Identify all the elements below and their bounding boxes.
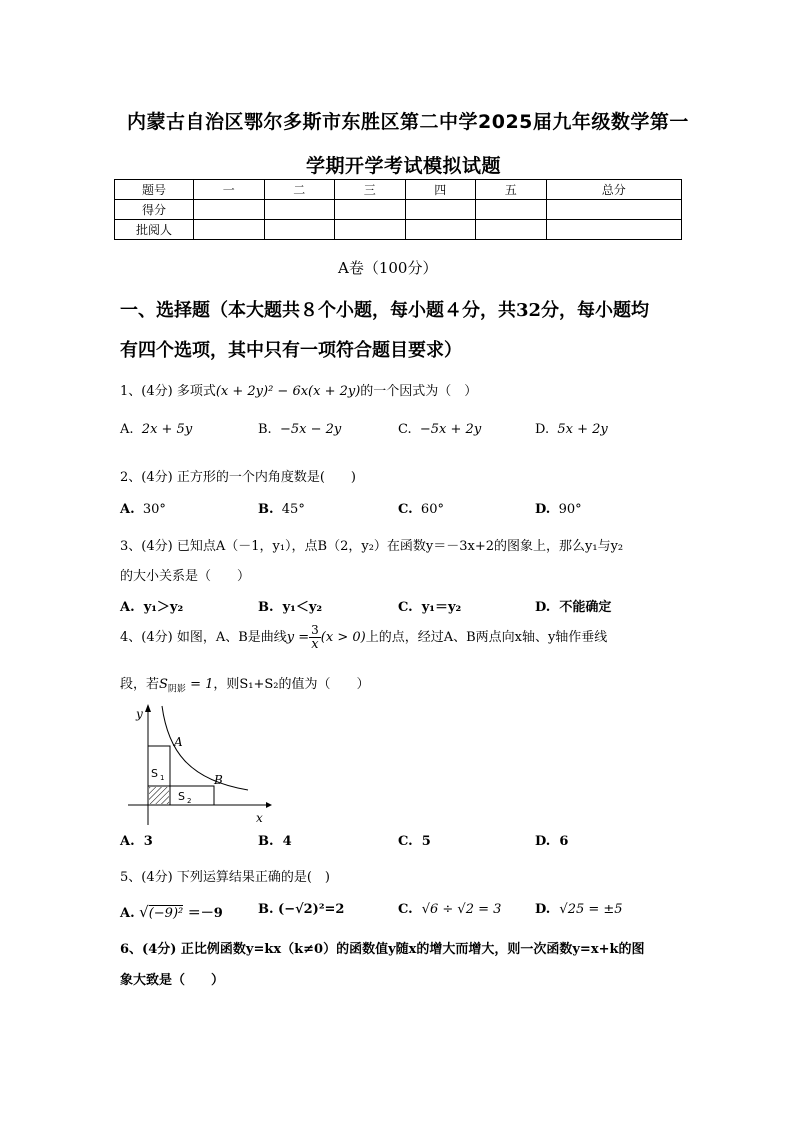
option-text: y₁＞y₂ <box>143 600 184 615</box>
score-cell[interactable] <box>405 200 476 220</box>
header-cell: 五 <box>476 180 547 200</box>
y-axis-arrow <box>145 704 151 712</box>
score-cell[interactable] <box>335 200 406 220</box>
q4-option-d[interactable] <box>535 834 568 849</box>
option-text: 2x + 5y <box>141 422 193 437</box>
volume-title: A卷（100分） <box>338 259 438 277</box>
question-4-suffix: 上的点，经过A、B两点向x轴、y轴作垂线 <box>365 630 608 645</box>
q2-option-a[interactable] <box>120 502 166 517</box>
header-cell: 四 <box>405 180 476 200</box>
header-cell: 总分 <box>546 180 682 200</box>
header-cell: 一 <box>194 180 265 200</box>
q4-option-a[interactable] <box>120 834 153 849</box>
page-title-line2: 学期开学考试模拟试题 <box>306 155 502 177</box>
s-shade-subscript: 阴影 <box>167 684 186 695</box>
grader-cell[interactable] <box>194 220 265 240</box>
option-label: D. <box>535 600 551 615</box>
fraction-denominator: x <box>311 637 319 652</box>
option-text: y₁＜y₂ <box>282 600 323 615</box>
question-2: 2、(4分) 正方形的一个内角度数是( ) <box>120 470 356 485</box>
question-3-line1: 3、(4分) 已知点A（－1，y₁），点B（2，y₂）在函数y＝－3x+2的图象上，那么y₁与y₂ <box>120 539 624 554</box>
q4-option-b[interactable] <box>258 834 292 849</box>
s1-subscript: 1 <box>160 774 165 782</box>
question-4-line2-suffix: ，则S₁+S₂的值为（ ） <box>213 677 370 692</box>
option-text: 3 <box>143 834 153 849</box>
grader-cell[interactable] <box>476 220 547 240</box>
score-cell[interactable] <box>476 200 547 220</box>
option-text: √25 = ±5 <box>559 902 623 917</box>
score-cell[interactable] <box>546 200 682 220</box>
option-label: C. <box>398 902 413 917</box>
fraction <box>309 624 321 651</box>
option-text: 60° <box>420 502 444 517</box>
q1-option-c[interactable] <box>398 422 481 437</box>
row-label: 得分 <box>115 200 194 220</box>
q5-option-d[interactable] <box>535 902 623 917</box>
row-label: 批阅人 <box>115 220 194 240</box>
q2-option-d[interactable] <box>535 502 582 517</box>
question-1-prefix: 1、(4分) 多项式 <box>120 384 216 399</box>
grader-cell[interactable] <box>264 220 335 240</box>
option-label: D. <box>535 902 551 917</box>
option-text: 不能确定 <box>559 600 612 615</box>
radicand: (−9)² <box>148 906 184 921</box>
option-text: −5x + 2y <box>419 422 482 437</box>
function-condition: (x > 0) <box>320 630 366 645</box>
option-text: 5 <box>421 834 431 849</box>
q3-option-a[interactable] <box>120 596 183 615</box>
q5-option-c[interactable] <box>398 902 501 917</box>
option-text: 4 <box>282 834 292 849</box>
x-axis-arrow <box>266 802 272 808</box>
fraction-numerator: 3 <box>311 623 319 637</box>
grader-cell[interactable] <box>335 220 406 240</box>
option-label: B. <box>258 422 272 437</box>
score-table <box>114 179 682 240</box>
score-table-header-row <box>115 180 682 200</box>
option-text: −5x − 2y <box>279 422 342 437</box>
score-table-row <box>115 200 682 220</box>
q3-option-b[interactable] <box>258 596 322 615</box>
score-cell[interactable] <box>194 200 265 220</box>
q5-option-b[interactable] <box>258 902 344 917</box>
question-6-line2: 象大致是（ ） <box>120 973 225 988</box>
option-label: B. <box>258 600 274 615</box>
option-text: 90° <box>558 502 582 517</box>
question-4-line2-prefix: 段，若 <box>120 677 160 692</box>
option-text: √6 ÷ √2 = 3 <box>421 902 502 917</box>
question-1-expr: (x + 2y)² − 6x(x + 2y) <box>215 384 361 399</box>
option-label: B. <box>258 834 274 849</box>
option-text: ＝－9 <box>183 906 223 921</box>
point-a-label: A <box>174 735 183 749</box>
hyperbola-figure <box>118 700 278 825</box>
q3-option-c[interactable] <box>398 596 461 615</box>
q2-option-b[interactable] <box>258 502 305 517</box>
question-1-suffix: 的一个因式为（ ） <box>360 384 478 399</box>
s2-label: S <box>178 790 185 803</box>
option-text: 30° <box>142 502 166 517</box>
q1-option-b[interactable] <box>258 422 341 437</box>
header-cell: 三 <box>335 180 406 200</box>
question-6-line1: 6、(4分) 正比例函数y=kx（k≠0）的函数值y随x的增大而增大，则一次函数y=x+k的图 <box>120 942 645 957</box>
q1-option-d[interactable] <box>535 422 608 437</box>
x-axis-label: x <box>256 811 263 825</box>
q5-option-a[interactable] <box>120 902 223 921</box>
s-shade-symbol: S <box>159 677 168 692</box>
y-axis-label: y <box>136 707 143 721</box>
shaded-region <box>149 787 169 804</box>
option-label: D. <box>535 502 551 517</box>
s-shade-value: = 1 <box>185 677 214 692</box>
option-label: A. <box>120 834 135 849</box>
s1-label: S <box>151 767 158 780</box>
header-cell: 题号 <box>115 180 194 200</box>
option-label: A. <box>120 422 134 437</box>
question-4-prefix: 4、(4分) 如图，A、B是曲线 <box>120 630 287 645</box>
grader-cell[interactable] <box>546 220 682 240</box>
option-text: 5x + 2y <box>557 422 608 437</box>
page-title-line1: 内蒙古自治区鄂尔多斯市东胜区第二中学2025届九年级数学第一 <box>127 111 689 133</box>
section-heading-line1: 一、选择题（本大题共８个小题，每小题４分，共32分，每小题均 <box>120 300 650 321</box>
option-label: A. <box>120 600 135 615</box>
point-b-label: B <box>214 773 223 787</box>
option-label: D. <box>535 834 551 849</box>
question-1 <box>120 380 477 399</box>
q3-option-d[interactable] <box>535 596 611 615</box>
q4-option-c[interactable] <box>398 834 431 849</box>
option-label: B. <box>258 902 274 917</box>
s2-subscript: 2 <box>187 797 192 805</box>
question-4-line2 <box>120 673 370 695</box>
score-cell[interactable] <box>264 200 335 220</box>
option-text: y₁＝y₂ <box>421 600 462 615</box>
option-label: B. <box>258 502 274 517</box>
question-5: 5、(4分) 下列运算结果正确的是( ) <box>120 870 330 885</box>
section-heading-line2: 有四个选项，其中只有一项符合题目要求） <box>120 340 462 361</box>
option-text: (−√2)²=2 <box>278 902 345 917</box>
option-label: C. <box>398 834 413 849</box>
option-label: A. <box>120 906 135 921</box>
sqrt-symbol-icon: √ <box>139 903 149 921</box>
option-label: A. <box>120 502 135 517</box>
option-label: C. <box>398 422 412 437</box>
q1-option-a[interactable] <box>120 422 192 437</box>
function-lhs: y = <box>286 630 310 645</box>
option-text: 45° <box>281 502 305 517</box>
header-cell: 二 <box>264 180 335 200</box>
score-table-row <box>115 220 682 240</box>
grader-cell[interactable] <box>405 220 476 240</box>
q2-option-c[interactable] <box>398 502 444 517</box>
option-text: 6 <box>559 834 569 849</box>
option-label: D. <box>535 422 550 437</box>
option-label: C. <box>398 600 413 615</box>
option-label: C. <box>398 502 413 517</box>
question-4-line1 <box>120 624 607 651</box>
question-3-line2: 的大小关系是（ ） <box>120 569 251 584</box>
